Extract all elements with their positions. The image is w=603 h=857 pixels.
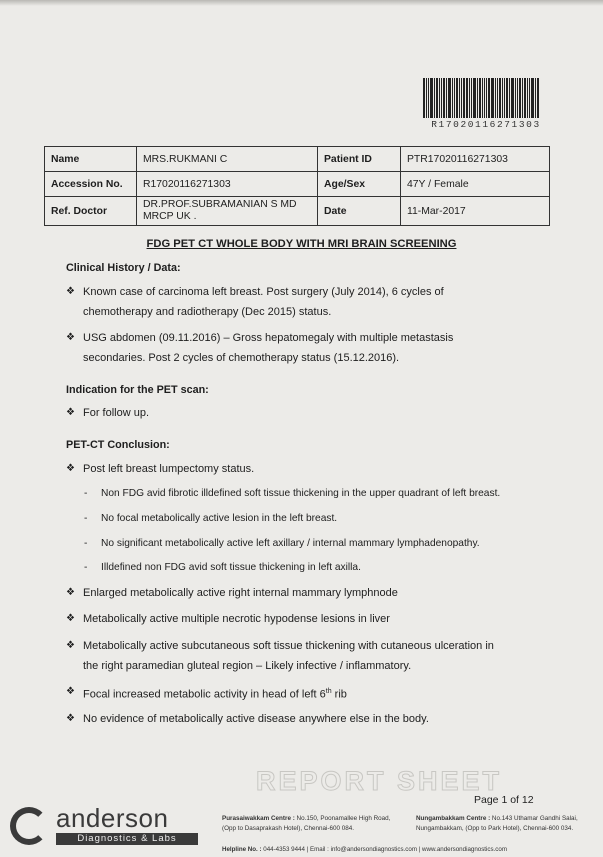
centre2-line2: Nungambakkam, (Opp to Park Hotel), Chennai-600 034. [416, 825, 574, 832]
barcode-bar [502, 78, 503, 118]
barcode-bar [473, 78, 476, 118]
barcode-bar [461, 78, 462, 118]
barcode-bar [479, 78, 481, 118]
indication-item-1 [66, 403, 149, 423]
agesex-label: Age/Sex [318, 172, 401, 197]
helpline-value: 044-4353 9444 | Email : info@andersondiagnostics.com | www.andersondiagnostics.com [261, 846, 507, 853]
barcode-bar [497, 78, 498, 118]
clinical-history-item-2 [66, 328, 528, 368]
clinical-history-item-1-line2: chemotherapy and radiotherapy (Dec 2015) status. [83, 306, 332, 318]
helpline-label: Helpline No. : [222, 846, 262, 853]
anderson-logo-icon [10, 805, 200, 847]
date-value: 11-Mar-2017 [401, 197, 550, 226]
conclusion-item-1 [66, 459, 254, 479]
barcode-number: R17020116271303 [431, 119, 541, 130]
footer-centre-2 [416, 814, 578, 834]
logo-subtitle: Diagnostics & Labs [56, 833, 198, 845]
agesex-value: 47Y / Female [401, 172, 550, 197]
barcode-bar [531, 78, 534, 118]
barcode-bar [469, 78, 470, 118]
conclusion-item-2-text: Enlarged metabolically active right internal mammary lymphnode [83, 587, 398, 599]
barcode-bar [491, 78, 494, 118]
barcode-bar [471, 78, 472, 118]
barcode-bar [441, 78, 442, 118]
report-title-text: FDG PET CT WHOLE BODY WITH MRI BRAIN SCREENING [146, 238, 457, 250]
date-label: Date [318, 197, 401, 226]
centre2-line1: No.143 Uthamar Gandhi Salai, [490, 815, 578, 822]
conclusion-subitem-2 [84, 512, 337, 526]
dash-bullet: - [84, 538, 88, 549]
diamond-bullet-icon: ❖ [66, 286, 75, 297]
dash-bullet: - [84, 562, 88, 573]
conclusion-item-2 [66, 583, 398, 603]
conclusion-item-3-text: Metabolically active multiple necrotic hypodense lesions in liver [83, 613, 390, 625]
conclusion-item-4-line2: the right paramedian gluteal region – Likely infective / inflammatory. [83, 660, 412, 672]
logo-ring [10, 807, 48, 845]
name-label: Name [45, 147, 137, 172]
barcode-bar [519, 78, 521, 118]
barcode-bar [529, 78, 530, 118]
conclusion-subitem-4 [84, 561, 361, 575]
barcode-bar [459, 78, 460, 118]
diamond-bullet-icon: ❖ [66, 640, 75, 651]
barcode-bar [456, 78, 458, 118]
accession-label: Accession No. [45, 172, 137, 197]
diamond-bullet-icon: ❖ [66, 587, 75, 598]
indication-item-1-text: For follow up. [83, 407, 150, 419]
barcode [423, 78, 549, 130]
barcode-bar [522, 78, 523, 118]
centre1-name: Purasaiwakkam Centre : [222, 815, 295, 822]
footer-helpline [222, 846, 507, 853]
logo-name: anderson [56, 803, 169, 833]
conclusion-item-4-line1: Metabolically active subcutaneous soft tissue thickening with cutaneous ulceration in [83, 640, 494, 652]
footer-centre-1 [222, 814, 390, 834]
conclusion-item-5-pre: Focal increased metabolic activity in head of left 6 [83, 688, 326, 701]
ref-doctor-label: Ref. Doctor [45, 197, 137, 226]
clinical-history-item-1 [66, 282, 528, 322]
conclusion-item-4 [66, 636, 528, 676]
patient-info-table [44, 146, 550, 226]
conclusion-subitem-1 [84, 487, 500, 501]
ref-doctor-value [137, 197, 318, 226]
conclusion-item-5-post: rib [331, 688, 347, 701]
page-number: Page 1 of 12 [474, 794, 534, 806]
conclusion-item-5 [66, 682, 347, 705]
conclusion-item-6 [66, 709, 429, 729]
barcode-bar [506, 78, 508, 118]
barcode-bar [452, 78, 453, 118]
barcode-bar [488, 78, 490, 118]
barcode-bar [511, 78, 514, 118]
centre1-line2: (Opp to Dasaprakash Hotel), Chennai-600 084. [222, 825, 354, 832]
barcode-bar [436, 78, 438, 118]
diamond-bullet-icon: ❖ [66, 613, 75, 624]
conclusion-heading: PET-CT Conclusion: [66, 439, 170, 451]
barcode-bar [535, 78, 536, 118]
barcode-bar [515, 78, 516, 118]
indication-heading: Indication for the PET scan: [66, 384, 209, 396]
barcode-bar [517, 78, 518, 118]
conclusion-subitem-1-text: Non FDG avid fibrotic illdefined soft tissue thickening in the upper quadrant of left breast. [101, 488, 501, 499]
barcode-bar [443, 78, 445, 118]
barcode-bar [527, 78, 528, 118]
barcode-bar [509, 78, 510, 118]
diamond-bullet-icon: ❖ [66, 463, 75, 474]
barcode-bar [454, 78, 455, 118]
conclusion-subitem-3 [84, 537, 480, 551]
report-title [0, 238, 603, 250]
conclusion-item-6-text: No evidence of metabolically active disease anywhere else in the body. [83, 713, 429, 725]
centre2-name: Nungambakkam Centre : [416, 815, 491, 822]
report-sheet-stamp: REPORT SHEET [256, 766, 503, 796]
diamond-bullet-icon: ❖ [66, 686, 75, 697]
clinical-history-heading: Clinical History / Data: [66, 262, 181, 274]
barcode-bar [537, 78, 539, 118]
barcode-bar [504, 78, 505, 118]
conclusion-item-1-text: Post left breast lumpectomy status. [83, 463, 255, 475]
barcode-bar [499, 78, 501, 118]
barcode-bar [448, 78, 451, 118]
barcode-bar [484, 78, 485, 118]
diamond-bullet-icon: ❖ [66, 332, 75, 343]
conclusion-subitem-3-text: No significant metabolically active left axillary / internal mammary lymphadenopathy. [101, 538, 480, 549]
barcode-bar [434, 78, 435, 118]
dash-bullet: - [84, 513, 88, 524]
ref-doctor-line2: MRCP UK . [143, 211, 197, 222]
barcode-bar [486, 78, 487, 118]
barcode-bar [446, 78, 447, 118]
dash-bullet: - [84, 488, 88, 499]
ref-doctor-line1: DR.PROF.SUBRAMANIAN S MD [143, 199, 297, 210]
barcode-bar [430, 78, 433, 118]
clinical-history-item-1-line1: Known case of carcinoma left breast. Post surgery (July 2014), 6 cycles of [83, 286, 444, 298]
barcode-bar [426, 78, 427, 118]
barcode-bar [463, 78, 465, 118]
diamond-bullet-icon: ❖ [66, 407, 75, 418]
patient-id-value: PTR17020116271303 [401, 147, 550, 172]
patient-id-label: Patient ID [318, 147, 401, 172]
scan-edge-shade [0, 0, 603, 6]
barcode-bar [428, 78, 429, 118]
diamond-bullet-icon: ❖ [66, 713, 75, 724]
barcode-bar [524, 78, 526, 118]
conclusion-subitem-2-text: No focal metabolically active lesion in the left breast. [101, 513, 338, 524]
clinical-history-item-2-line2: secondaries. Post 2 cycles of chemotherapy status (15.12.2016). [83, 352, 400, 364]
barcode-bar [477, 78, 478, 118]
barcode-bar [482, 78, 483, 118]
conclusion-item-3 [66, 609, 390, 629]
accession-value: R17020116271303 [137, 172, 318, 197]
barcode-bar [495, 78, 496, 118]
conclusion-subitem-4-text: Illdefined non FDG avid soft tissue thickening in left axilla. [101, 562, 361, 573]
barcode-bar [423, 78, 425, 118]
name-value: MRS.RUKMANI C [137, 147, 318, 172]
barcode-bar [439, 78, 440, 118]
clinical-history-item-2-line1: USG abdomen (09.11.2016) – Gross hepatomegaly with multiple metastasis [83, 332, 454, 344]
conclusion-item-5-text [83, 682, 347, 705]
barcode-bar [466, 78, 468, 118]
conclusion-item-5-sup: th [325, 688, 332, 695]
barcode-bars [423, 78, 549, 118]
centre1-line1: No.150, Poonamallee High Road, [294, 815, 391, 822]
